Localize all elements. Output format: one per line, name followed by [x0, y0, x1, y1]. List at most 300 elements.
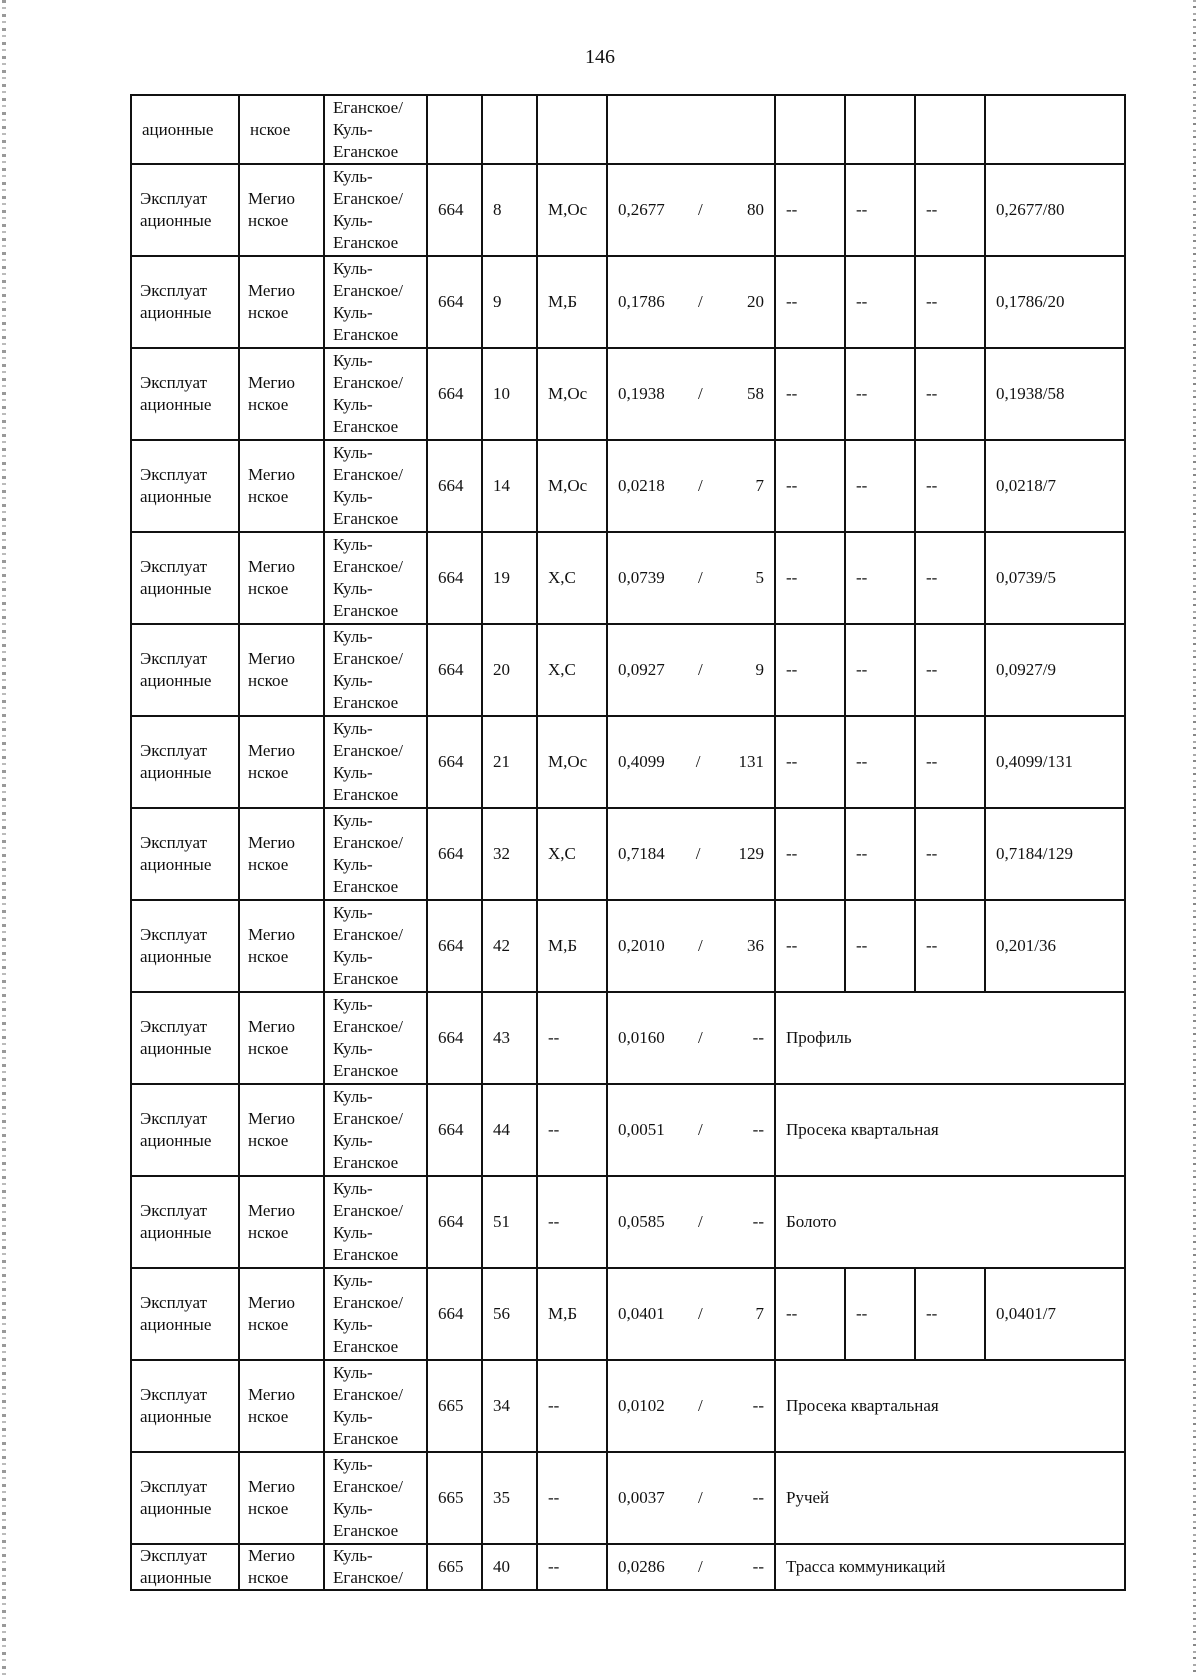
quarter-cell: 664: [427, 716, 482, 808]
area-percent: 36: [747, 936, 764, 955]
extra-col-3: --: [915, 624, 985, 716]
area-separator: /: [698, 1120, 703, 1139]
total-cell: 0,0927/9: [985, 624, 1125, 716]
category-line: ационные: [140, 487, 212, 506]
location-line: Еганское/: [333, 465, 403, 484]
field-line: нское: [248, 395, 289, 414]
quarter-cell: 664: [427, 992, 482, 1084]
continuation-row: [131, 95, 1125, 164]
extra-col-2: --: [845, 348, 915, 440]
plot-cell: 14: [482, 440, 537, 532]
location-line: Еганское: [333, 417, 399, 436]
extra-col-3: --: [915, 900, 985, 992]
area-group: [618, 1487, 764, 1509]
area-value: 0,0739: [618, 568, 665, 587]
field-line: нское: [248, 1039, 289, 1058]
table-row: [131, 900, 1125, 992]
area-value: 0,1786: [618, 292, 665, 311]
location-line: Куль-: [333, 1363, 373, 1382]
extra-col-3: --: [915, 256, 985, 348]
table-row: [131, 256, 1125, 348]
location-line: Куль-: [333, 719, 373, 738]
quarter-cell: 665: [427, 1452, 482, 1544]
area-cell: [607, 900, 775, 992]
area-separator: /: [698, 200, 703, 219]
total-cell: 0,0218/7: [985, 440, 1125, 532]
field-line: нское: [248, 947, 289, 966]
location-line: Еганское/: [333, 1568, 403, 1587]
location-cell: [324, 808, 427, 900]
area-group: [618, 1211, 764, 1233]
page-number: 146: [585, 46, 615, 68]
location-line: Куль-: [333, 811, 373, 830]
location-cell: [324, 1544, 427, 1590]
field-line: Мегио: [248, 1293, 296, 1312]
location-cell: [324, 348, 427, 440]
extra-col-1: --: [775, 1268, 845, 1360]
category-cell: [131, 1176, 239, 1268]
area-percent: --: [752, 1488, 764, 1507]
area-separator: /: [698, 1028, 703, 1047]
category-line: ационные: [140, 1407, 212, 1426]
location-line: Куль-: [333, 627, 373, 646]
location-line: Еганское: [333, 1521, 399, 1540]
location-line: Куль-: [333, 1271, 373, 1290]
category-line: Эксплуат: [140, 1201, 207, 1220]
location-line: Куль-: [333, 1455, 373, 1474]
area-value: 0,0218: [618, 476, 665, 495]
extra-col-3: --: [915, 716, 985, 808]
category-cell: [131, 900, 239, 992]
plot-cell: 35: [482, 1452, 537, 1544]
category-cell: ационные: [131, 95, 239, 164]
area-cell: [607, 808, 775, 900]
area-cell: [607, 716, 775, 808]
quarter-cell: 664: [427, 900, 482, 992]
total-cell: 0,0739/5: [985, 532, 1125, 624]
field-cell: [239, 1268, 324, 1360]
area-percent: 20: [747, 292, 764, 311]
field-line: нское: [248, 303, 289, 322]
location-line: Еганское/: [333, 1477, 403, 1496]
field-line: Мегио: [248, 1017, 296, 1036]
location-line: Куль-: [333, 1546, 373, 1565]
area-separator: /: [698, 384, 703, 403]
area-percent: 5: [755, 568, 764, 587]
area-value: 0,0160: [618, 1028, 665, 1047]
location-cell: [324, 1452, 427, 1544]
category-line: ационные: [140, 1131, 212, 1150]
location-line: Еганское/: [333, 281, 403, 300]
field-line: нское: [248, 1223, 289, 1242]
area-separator: /: [698, 292, 703, 311]
extra-col-1: --: [775, 808, 845, 900]
location-line: Куль-: [333, 443, 373, 462]
location-line: Еганское: [333, 1153, 399, 1172]
area-separator: /: [695, 752, 701, 771]
quarter-cell: [427, 95, 482, 164]
quarter-cell: 664: [427, 348, 482, 440]
location-line: Куль-: [333, 763, 373, 782]
plot-cell: 20: [482, 624, 537, 716]
category-line: ационные: [140, 1315, 212, 1334]
field-line: Мегио: [248, 833, 296, 852]
note-cell: Просека квартальная: [775, 1084, 1125, 1176]
area-group: [618, 1395, 764, 1417]
field-line: нское: [248, 579, 289, 598]
note-cell: Болото: [775, 1176, 1125, 1268]
field-cell: [239, 532, 324, 624]
area-separator: /: [698, 1304, 703, 1323]
extra-col-1: [775, 95, 845, 164]
area-cell: [607, 1084, 775, 1176]
table-row: [131, 1084, 1125, 1176]
extra-col-3: [915, 95, 985, 164]
field-cell: [239, 348, 324, 440]
area-cell: [607, 348, 775, 440]
location-cell: [324, 992, 427, 1084]
area-separator: /: [698, 660, 703, 679]
total-cell: 0,0401/7: [985, 1268, 1125, 1360]
area-cell: [607, 532, 775, 624]
location-line: Еганское/: [333, 1385, 403, 1404]
location-cell: [324, 1360, 427, 1452]
location-line: Еганское/: [333, 833, 403, 852]
field-line: нское: [248, 1131, 289, 1150]
total-cell: 0,7184/129: [985, 808, 1125, 900]
location-line: Куль-: [333, 535, 373, 554]
extra-col-2: --: [845, 808, 915, 900]
location-line: Еганское/: [333, 1109, 403, 1128]
extra-col-2: --: [845, 164, 915, 256]
table-body: [131, 95, 1125, 1590]
category-line: ационные: [140, 1039, 212, 1058]
field-line: Мегио: [248, 741, 296, 760]
field-cell: [239, 808, 324, 900]
location-line: Куль-: [333, 1223, 373, 1242]
field-cell: [239, 1176, 324, 1268]
plot-cell: 43: [482, 992, 537, 1084]
area-group: [618, 1556, 764, 1578]
table-row: [131, 1544, 1125, 1590]
area-percent: 7: [755, 476, 764, 495]
area-percent: --: [752, 1120, 764, 1139]
area-group: [618, 1119, 764, 1141]
species-cell: М,Ос: [537, 164, 607, 256]
area-percent: --: [752, 1557, 764, 1576]
location-line: Еганское: [333, 1245, 399, 1264]
area-value: 0,0102: [618, 1396, 665, 1415]
category-cell: [131, 532, 239, 624]
total-cell: 0,4099/131: [985, 716, 1125, 808]
area-separator: /: [698, 568, 703, 587]
category-line: ационные: [140, 947, 212, 966]
area-value: 0,7184: [618, 844, 665, 863]
quarter-cell: 664: [427, 624, 482, 716]
table-row: [131, 1452, 1125, 1544]
species-cell: [537, 95, 607, 164]
total-cell: 0,201/36: [985, 900, 1125, 992]
location-line: Куль-: [333, 1131, 373, 1150]
location-line: Куль-: [333, 211, 373, 230]
category-line: Эксплуат: [140, 1109, 207, 1128]
total-cell: [985, 95, 1125, 164]
plot-cell: 44: [482, 1084, 537, 1176]
category-line: ационные: [140, 763, 212, 782]
extra-col-2: --: [845, 624, 915, 716]
category-line: ационные: [140, 211, 212, 230]
location-line: Куль-: [333, 671, 373, 690]
location-line: Куль-: [333, 579, 373, 598]
scan-edge-left: [2, 0, 6, 1676]
plot-cell: 42: [482, 900, 537, 992]
plot-cell: 21: [482, 716, 537, 808]
category-line: Эксплуат: [140, 465, 207, 484]
location-line: Еганское: [333, 325, 399, 344]
location-cell: [324, 624, 427, 716]
quarter-cell: 664: [427, 808, 482, 900]
quarter-cell: 664: [427, 440, 482, 532]
area-cell: [607, 1544, 775, 1590]
location-line: Еганское/: [333, 97, 403, 117]
location-line: Еганское: [333, 233, 399, 252]
quarter-cell: 665: [427, 1544, 482, 1590]
location-line: Еганское: [333, 1061, 399, 1080]
location-line: Еганское: [333, 785, 399, 804]
quarter-cell: 665: [427, 1360, 482, 1452]
note-cell: Трасса коммуникаций: [775, 1544, 1125, 1590]
area-separator: /: [698, 476, 703, 495]
species-cell: М,Ос: [537, 348, 607, 440]
field-cell: [239, 440, 324, 532]
location-line: Куль-: [333, 1315, 373, 1334]
species-cell: Х,С: [537, 624, 607, 716]
species-cell: М,Б: [537, 256, 607, 348]
location-line: Куль-: [333, 1499, 373, 1518]
total-cell: 0,2677/80: [985, 164, 1125, 256]
table-row: [131, 624, 1125, 716]
field-line: Мегио: [248, 1109, 296, 1128]
species-cell: Х,С: [537, 532, 607, 624]
plot-cell: 56: [482, 1268, 537, 1360]
location-line: Еганское: [333, 1337, 399, 1356]
category-line: Эксплуат: [140, 189, 207, 208]
area-group: [618, 291, 764, 313]
extra-col-3: --: [915, 164, 985, 256]
extra-col-3: --: [915, 440, 985, 532]
area-cell: [607, 992, 775, 1084]
field-cell: [239, 1452, 324, 1544]
species-cell: М,Ос: [537, 716, 607, 808]
area-group: [618, 843, 764, 865]
location-cell: [324, 440, 427, 532]
scan-edge-right: [1193, 0, 1196, 1676]
area-group: [618, 567, 764, 589]
area-value: 0,0585: [618, 1212, 665, 1231]
category-line: ационные: [140, 671, 212, 690]
area-value: 0,1938: [618, 384, 665, 403]
plot-cell: 8: [482, 164, 537, 256]
area-percent: --: [752, 1396, 764, 1415]
category-line: Эксплуат: [140, 1546, 207, 1565]
area-value: 0,2677: [618, 200, 665, 219]
category-cell: [131, 1544, 239, 1590]
area-group: [618, 659, 764, 681]
field-line: Мегио: [248, 557, 296, 576]
location-line: Еганское/: [333, 925, 403, 944]
location-line: Куль-: [333, 1407, 373, 1426]
category-line: Эксплуат: [140, 1477, 207, 1496]
category-line: ационные: [140, 579, 212, 598]
area-percent: 131: [738, 752, 764, 771]
category-line: ационные: [140, 855, 212, 874]
table-row: [131, 992, 1125, 1084]
category-line: Эксплуат: [140, 1017, 207, 1036]
extra-col-3: --: [915, 808, 985, 900]
field-line: нское: [248, 1407, 289, 1426]
quarter-cell: 664: [427, 256, 482, 348]
location-line: Еганское/: [333, 1017, 403, 1036]
category-cell: [131, 256, 239, 348]
table-row: [131, 1268, 1125, 1360]
extra-col-2: [845, 95, 915, 164]
area-cell: [607, 95, 775, 164]
area-cell: [607, 440, 775, 532]
location-line: Куль-: [333, 303, 373, 322]
area-value: 0,4099: [618, 752, 665, 771]
location-line: Куль-: [333, 119, 373, 139]
location-line: Еганское: [333, 969, 399, 988]
extra-col-1: --: [775, 440, 845, 532]
location-line: Еганское/: [333, 741, 403, 760]
table-row: [131, 532, 1125, 624]
extra-col-1: --: [775, 256, 845, 348]
total-cell: 0,1938/58: [985, 348, 1125, 440]
area-separator: /: [695, 844, 701, 863]
location-line: Еганское: [333, 877, 399, 896]
quarter-cell: 664: [427, 1268, 482, 1360]
extra-col-2: --: [845, 900, 915, 992]
note-cell: Ручей: [775, 1452, 1125, 1544]
field-line: Мегио: [248, 1385, 296, 1404]
plot-cell: 51: [482, 1176, 537, 1268]
species-cell: --: [537, 1360, 607, 1452]
field-cell: [239, 164, 324, 256]
location-cell: [324, 716, 427, 808]
species-cell: --: [537, 1544, 607, 1590]
extra-col-1: --: [775, 532, 845, 624]
field-line: Мегио: [248, 925, 296, 944]
field-line: Мегио: [248, 1546, 296, 1565]
category-line: Эксплуат: [140, 833, 207, 852]
area-group: [618, 751, 764, 773]
area-group: [618, 935, 764, 957]
area-percent: --: [752, 1212, 764, 1231]
field-line: нское: [248, 1315, 289, 1334]
area-percent: 7: [755, 1304, 764, 1323]
species-cell: --: [537, 992, 607, 1084]
category-cell: [131, 1452, 239, 1544]
field-cell: [239, 1084, 324, 1176]
quarter-cell: 664: [427, 532, 482, 624]
area-cell: [607, 1268, 775, 1360]
extra-col-3: --: [915, 1268, 985, 1360]
plot-cell: [482, 95, 537, 164]
field-line: нское: [248, 671, 289, 690]
quarter-cell: 664: [427, 164, 482, 256]
category-line: Эксплуат: [140, 741, 207, 760]
field-cell: [239, 1360, 324, 1452]
location-line: Еганское: [333, 601, 399, 620]
note-cell: Просека квартальная: [775, 1360, 1125, 1452]
area-value: 0,0286: [618, 1557, 665, 1576]
field-line: Мегио: [248, 465, 296, 484]
extra-col-1: --: [775, 348, 845, 440]
total-cell: 0,1786/20: [985, 256, 1125, 348]
area-group: [618, 475, 764, 497]
area-separator: /: [698, 1557, 703, 1576]
category-line: ационные: [140, 395, 212, 414]
area-percent: --: [752, 1028, 764, 1047]
table-row: [131, 1176, 1125, 1268]
location-line: Куль-: [333, 947, 373, 966]
field-cell: [239, 900, 324, 992]
extra-col-1: --: [775, 624, 845, 716]
category-line: Эксплуат: [140, 1385, 207, 1404]
field-cell: [239, 256, 324, 348]
field-line: нское: [248, 211, 289, 230]
location-line: Еганское: [333, 693, 399, 712]
area-group: [618, 1303, 764, 1325]
location-cell: [324, 164, 427, 256]
plot-cell: 34: [482, 1360, 537, 1452]
plot-cell: 40: [482, 1544, 537, 1590]
location-line: Еганское: [333, 1429, 399, 1448]
field-cell: [239, 624, 324, 716]
field-line: нское: [248, 855, 289, 874]
area-separator: /: [698, 1212, 703, 1231]
plot-cell: 10: [482, 348, 537, 440]
species-cell: М,Б: [537, 900, 607, 992]
location-line: Еганское/: [333, 373, 403, 392]
category-cell: [131, 624, 239, 716]
category-line: Эксплуат: [140, 925, 207, 944]
area-group: [618, 1027, 764, 1049]
note-cell: Профиль: [775, 992, 1125, 1084]
quarter-cell: 664: [427, 1084, 482, 1176]
location-line: Куль-: [333, 167, 373, 186]
location-line: Куль-: [333, 351, 373, 370]
location-line: Куль-: [333, 995, 373, 1014]
location-line: Еганское: [333, 141, 399, 161]
area-value: 0,2010: [618, 936, 665, 955]
category-line: Эксплуат: [140, 1293, 207, 1312]
location-line: Еганское/: [333, 1293, 403, 1312]
forest-plot-table: [130, 94, 1126, 1591]
category-cell: [131, 440, 239, 532]
field-line: Мегио: [248, 1477, 296, 1496]
category-cell: [131, 1268, 239, 1360]
quarter-cell: 664: [427, 1176, 482, 1268]
extra-col-2: --: [845, 532, 915, 624]
location-cell: [324, 1084, 427, 1176]
location-line: Еганское/: [333, 1201, 403, 1220]
extra-col-3: --: [915, 348, 985, 440]
extra-col-2: --: [845, 440, 915, 532]
field-line: нское: [248, 1568, 289, 1587]
area-group: [618, 383, 764, 405]
area-group: [618, 199, 764, 221]
